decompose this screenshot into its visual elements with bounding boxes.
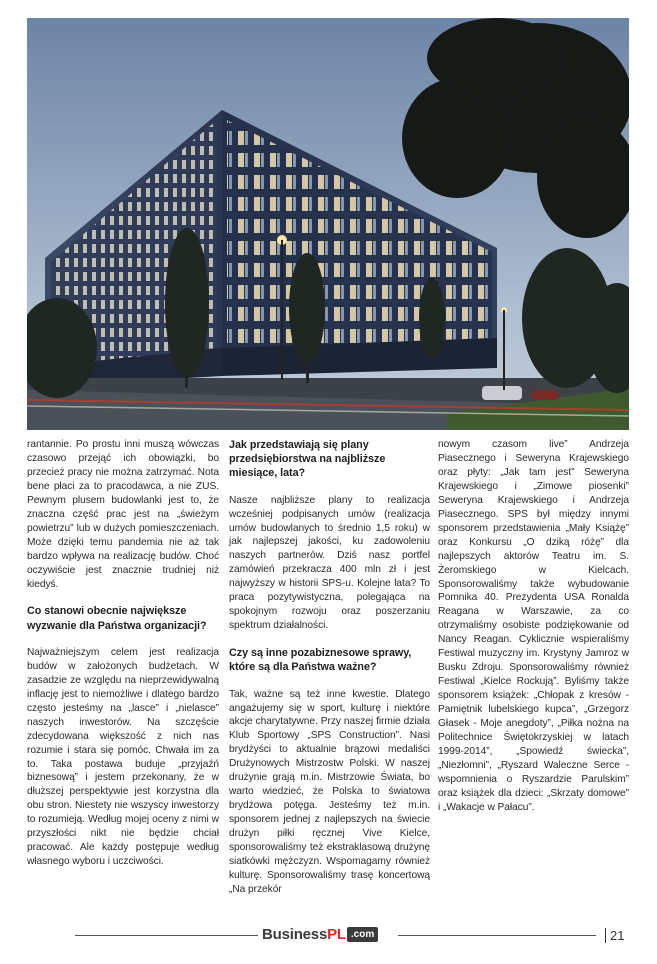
heading-non-business-matters: Czy są inne pozabiznesowe sprawy, które są dla Państwa ważne? <box>229 647 412 674</box>
building-photo <box>27 18 629 430</box>
paragraph-budgets: Najważniejszym celem jest realizacja budów w założonych budżetach. W zasadzie ze względu na nieprzewidywalną inflację jest to niemożliwe i dlatego bardzo często jesteśmy na „lasce” i „nielasce” naszych inwestorów. Na szczęście zdecydowana większość z nich nas rozumie i stara się pomóc. Chwała im za to. Taka postawa buduje „przyjaźń biznesową” i jestem przekonany, że w dłuższej perspektywie jest korzystna dla obu stron. Niestety nie wszyscy inwestorzy to rozumieją. Według mojej oceny z nimi w przyszłości nikt nie będzie chciał pracować. Ale każdy postępuje według własnego wyboru i uczciwości. <box>27 646 219 868</box>
article-column-1 <box>27 438 219 869</box>
article-column-3 <box>438 438 629 815</box>
brand-text-pl: PL <box>327 925 346 943</box>
footer-rule-left <box>75 935 258 936</box>
paragraph-pandemic-continuation: rantannie. Po prostu inni muszą wówczas czasowo przejąć ich obowiązki, bo przecież pracy nie można zatrzymać. Nota bene płaci za to pracodawca, a nie ZUS. Pewnym plusem budowlanki jest to, że znaczna część prac jest na „świeżym powietrzu” lub w dużych pomieszczeniach. Może dzięki temu pandemia nie aż tak bardzo wpływa na realizację budów. Choć oczywiście jest znacznie trudniej niż kiedyś. <box>27 439 219 590</box>
paragraph-plans: Nasze najbliższe plany to realizacja wcześniej podpisanych umów (realizacja umów budowlanych to średnio 1,5 roku) w jak najlepszej jakości, ku zadowoleniu naszych partnerów. Dziś nasz portfel zamówień przekracza 400 mln zł i jest najwyższy w historii SPS-u. Kolejne lata? To praca pozytywistyczna, polegająca na spokojnym rozwoju oraz poszerzaniu spektrum działalności. <box>229 494 430 632</box>
footer-rule-right <box>398 935 596 936</box>
heading-biggest-challenge: Co stanowi obecnie największe wyzwanie dla Państwa organizacji? <box>27 605 207 632</box>
heading-company-plans: Jak przedstawiają się plany przedsiębiorstwa na najbliższe miesiące, lata? <box>229 439 386 480</box>
brand-text-business: Business <box>262 925 328 943</box>
paragraph-sponsorship-continued: nowym czasom live” Andrzeja Piasecznego i Seweryna Krajewskiego oraz płyty: „Jak tam jest” Seweryna Krajewskiego i „Zimowe piosenki” Seweryna Krajewskiego i Andrzeja Piasecznego. SPS był między innymi sponsorem przedstawienia „Mały Książę” oraz Konkursu „O dziką różę” dla najlepszych aktorów Teatru im. S. Żeromskiego w Kielcach. Sponsorowaliśmy także wybudowanie Pomnika 40. Prezydenta USA Ronalda Reagana w Warszawie, za co otrzymaliśmy osobiste podziękowanie od Nancy Reagan. Cyklicznie wspieraliśmy Festiwal muzyczny im. Krystyny Jamroz w Busku Zdroju. Sponsorowaliśmy również Festiwal „Kielce Rockują”. Byliśmy także sponsorem książek: „Chłopak z kresów - Pamiętnik lubelskiego kupca”, „Grzegorz Głasek - Moje anegdoty”, „Piłka nożna na Politechnice Świętokrzyskiej w latach 1999-2014”, „Spowiedź świecka”, „Niezłomni”, „Ryszard Waleczne Serce - wspomnienia o Ryszardzie Parulskim” oraz książek dla dzieci: „Skrzaty domowe” i „Wakacje w Pałacu”. <box>438 439 629 813</box>
building-photo-illustration <box>27 18 629 430</box>
footer-brand-logo <box>262 923 378 945</box>
paragraph-sponsorship: Tak, ważne są też inne kwestie. Dlatego angażujemy się w sport, kulturę i niektóre akcje charytatywne. Przy naszej firmie działa Klub Sportowy „SPS Construction”. Nasi brydżyści to aktualnie brązowi medaliści Drużynowych Mistrzostw Polski. W naszej drużynie grają m.in. Mistrzowie Świata, bo warto wiedzieć, że Polska to światowa brydżowa potęga. Jesteśmy też m.in. sponsorem jednej z najlepszych na świecie drużyn piłki ręcznej Vive Kielce, sponsorowaliśmy też ekstraklasową drużynę siatkówki mężczyzn. Wspomagamy również kulturę. Sponsorowaliśmy trasę koncertową „Na przekór <box>229 688 430 895</box>
page-number: 21 <box>605 928 624 943</box>
article-column-2 <box>229 438 430 897</box>
brand-text-com: .com <box>347 927 378 942</box>
